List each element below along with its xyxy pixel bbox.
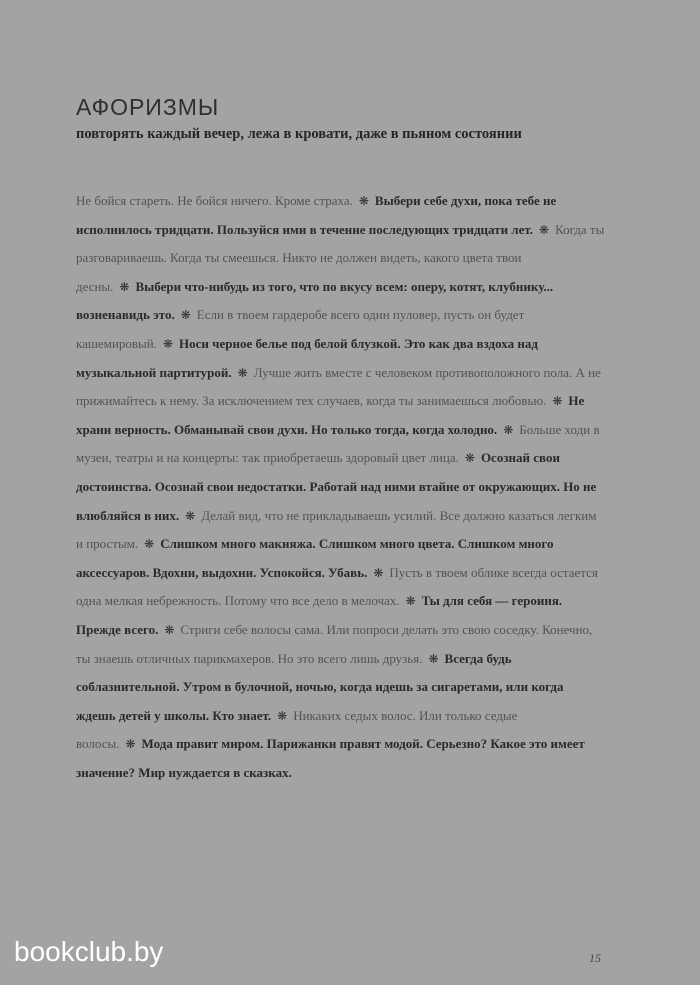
aphorism-bold: Выбери что-нибудь из того, что по вкусу всем: оперу, котят, клубнику... возненавидь это. xyxy=(76,278,554,323)
aphorism-regular: Если в твоем гардеробе всего один пуловер, пусть он будет кашемировый. xyxy=(76,307,525,351)
page-number: 15 xyxy=(589,951,601,965)
page-heading: АФОРИЗМЫ xyxy=(76,94,220,120)
separator-icon: ❋ xyxy=(185,508,196,523)
aphorism-bold: Носи черное белье под белой блузкой. Это как два вздоха над музыкальной партитурой. xyxy=(76,335,538,380)
aphorism-text xyxy=(76,187,606,787)
separator-icon: ❋ xyxy=(144,537,155,552)
aphorism-regular: Когда ты разговариваешь. Когда ты смеешься. Никто не должен видеть, какого цвета твои десны. xyxy=(76,221,605,294)
separator-icon: ❋ xyxy=(180,308,191,323)
aphorism-regular: Никаких седых волос. Или только седые волосы. xyxy=(76,707,518,752)
separator-icon: ❋ xyxy=(428,651,439,666)
aphorism-bold: Выбери себе духи, пока тебе не исполнилось тридцати. Пользуйся ими в течение последующих тридцати лет. xyxy=(76,193,557,237)
separator-icon: ❋ xyxy=(119,279,130,294)
aphorism-regular: Стриги себе волосы сама. Или попроси делать это свою соседку. Конечно, ты знаешь отличных парикмахеров. Но это всего лишь друзья. xyxy=(76,621,593,666)
aphorism-regular: Лучше жить вместе с человеком противоположного пола. А не прижимайтесь к нему. За исключением тех случаев, когда ты занимаешься любовью. xyxy=(76,364,601,409)
aphorism-bold: Не храни верность. Обманывай свои духи. Но только тогда, когда холодно. xyxy=(76,393,585,437)
separator-icon: ❋ xyxy=(464,451,475,466)
separator-icon: ❋ xyxy=(125,737,136,752)
separator-icon: ❋ xyxy=(552,394,563,409)
separator-icon: ❋ xyxy=(164,622,175,637)
aphorism-regular: Больше ходи в музеи, театры и на концерты: так приобретаешь здоровый цвет лица. xyxy=(76,421,600,466)
aphorism-bold: Осознай свои достоинства. Осознай свои недостатки. Работай над ними втайне от окружающих. Но не влюбляйся в них. xyxy=(76,450,597,523)
aphorism-bold: Слишком много макияжа. Слишком много цвета. Слишком много аксессуаров. Вдохни, выдохни. Успокойся. Убавь. xyxy=(76,536,554,580)
aphorism-bold: Ты для себя — героиня. Прежде всего. xyxy=(76,593,563,637)
aphorism-regular: Делай вид, что не прикладываешь усилий. Все должно казаться легким и простым. xyxy=(76,507,597,552)
separator-icon: ❋ xyxy=(539,222,550,237)
aphorism-regular: Пусть в твоем облике всегда остается одна мелкая небрежность. Потому что все дело в мелочах. xyxy=(76,564,598,609)
aphorism-bold: Мода правит миром. Парижанки правят модой. Серьезно? Какое это имеет значение? Мир нуждается в сказках. xyxy=(76,736,585,780)
page-subtitle: повторять каждый вечер, лежа в кровати, даже в пьяном состоянии xyxy=(76,126,522,142)
separator-icon: ❋ xyxy=(373,565,384,580)
separator-icon: ❋ xyxy=(358,194,369,208)
aphorism-bold: Всегда будь соблазнительной. Утром в булочной, ночью, когда идешь за сигаретами, или когда ждешь детей у школы. Кто знает. xyxy=(76,650,564,723)
separator-icon: ❋ xyxy=(162,336,173,351)
watermark-logo: bookclub.by xyxy=(14,936,164,967)
separator-icon: ❋ xyxy=(503,422,514,437)
aphorism-regular: Не бойся стареть. Не бойся ничего. Кроме страха. xyxy=(76,193,353,208)
separator-icon: ❋ xyxy=(237,365,248,380)
separator-icon: ❋ xyxy=(405,594,416,609)
separator-icon: ❋ xyxy=(277,708,288,723)
